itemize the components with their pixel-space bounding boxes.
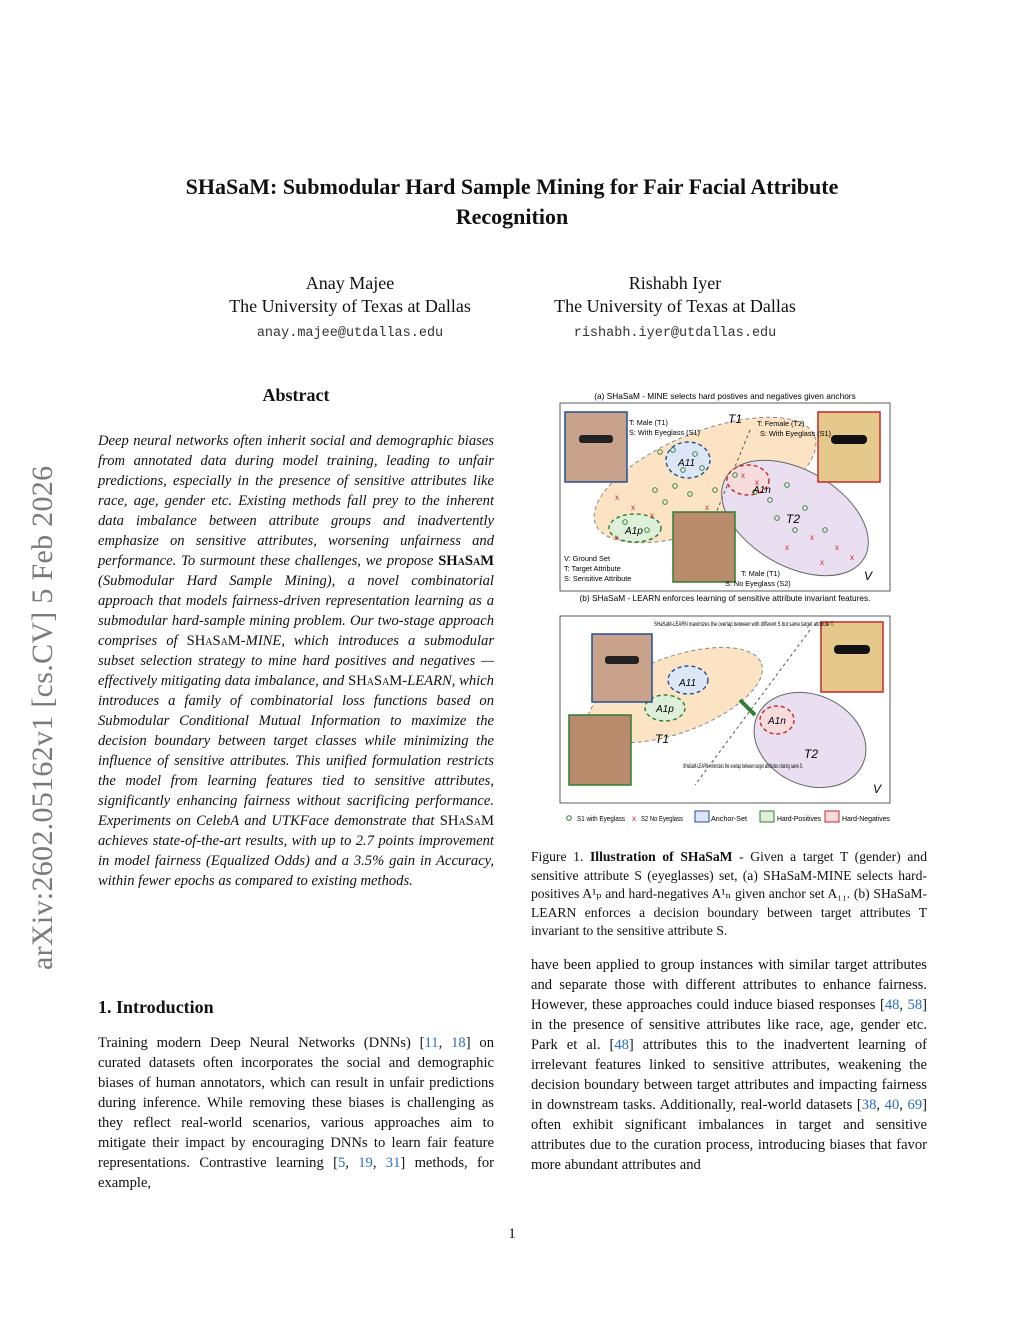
legend-anchor: Anchor-Set (711, 814, 747, 823)
svg-text:x: x (835, 543, 839, 552)
a-s-with2: S: With Eyeglass (S1) (760, 429, 831, 438)
author-name: Anay Majee (305, 273, 395, 293)
legend-s2: S2 No Eyeglass (641, 814, 684, 823)
svg-text:T1: T1 (655, 732, 670, 746)
citation-link[interactable]: 40 (884, 1097, 900, 1113)
figure-1 (555, 390, 895, 835)
paper-title-line2: Recognition (455, 204, 569, 229)
citation-link[interactable]: 38 (861, 1097, 877, 1113)
photo-male-eyeglass (565, 412, 627, 482)
panel-b-title: (b) SHaSaM - LEARN enforces learning of sensitive attribute invariant features. (579, 593, 871, 603)
figure-legend (567, 811, 891, 823)
label-t2: T2 (786, 512, 801, 526)
panel-a-title: (a) SHaSaM - MINE selects hard postives and negatives given anchors (594, 391, 856, 401)
a-t-male2: T: Male (T1) (741, 569, 780, 578)
svg-text:x: x (632, 814, 636, 823)
method-name: SHaSaM (438, 553, 494, 569)
photo-male-no-eyeglass (673, 512, 735, 582)
svg-text:x: x (810, 533, 814, 542)
a-t1-male: T: Male (T1) (629, 418, 668, 427)
author-email[interactable]: anay.majee@utdallas.edu (256, 326, 444, 341)
photo-female-eyeglass (818, 412, 880, 482)
label-v: V (864, 569, 873, 583)
label-ap1: A1p (625, 526, 643, 537)
a-t-female: T: Female (T2) (757, 419, 805, 428)
b-max-note: SHaSaM-LEARN maximizes the overlap between with different S but same target attribute T. (654, 621, 835, 628)
paper-title-line1: SHaSaM: Submodular Hard Sample Mining for Fair Facial Attribute (185, 174, 839, 199)
arxiv-stamp: arXiv:2602.05162v1 [cs.CV] 5 Feb 2026 (26, 465, 59, 970)
paper-title (100, 172, 924, 232)
svg-text:x: x (785, 543, 789, 552)
author-affiliation: The University of Texas at Dallas (229, 296, 471, 316)
right-column-text: have been applied to group instances with similar target attributes and separate those with different attributes to enhance fairness. However, these approaches could induce biased responses [48, 58] in the presence of sensitive attributes like race, age, gender etc. Park et al. [48] attributes this to the inadvertent learning of irrelevant features linked to sensitive attributes, weakening the decision boundary between target attributes and impacting fairness in downstream tasks. Additionally, real-world datasets [38, 40, 69] often exhibit significant imbalances in target and sensitive attributes due to the curation process, introducing biases that favor more abundant attributes and (531, 957, 928, 1173)
svg-text:x: x (755, 478, 759, 487)
legend-hardneg: Hard-Negatives (842, 814, 891, 823)
svg-text:T2: T2 (804, 747, 819, 761)
a-s-with: S: With Eyeglass (S1) (629, 428, 700, 437)
svg-text:x: x (741, 471, 745, 480)
abstract-heading: Abstract (262, 385, 330, 405)
svg-text:A1p: A1p (656, 704, 674, 715)
author-name: Rishabh Iyer (628, 273, 722, 293)
label-t1: T1 (728, 412, 743, 426)
citation-link[interactable]: 69 (907, 1097, 923, 1113)
svg-text:x: x (850, 553, 854, 562)
svg-text:x: x (631, 503, 635, 512)
a-legend-t: T: Target Attribute (564, 564, 621, 573)
legend-hardpos: Hard-Positives (777, 814, 822, 823)
page-number: 1 (508, 1226, 516, 1242)
author-affiliation: The University of Texas at Dallas (554, 296, 796, 316)
svg-text:x: x (615, 493, 619, 502)
author-block-1 (200, 272, 500, 345)
citation-link[interactable]: 58 (907, 997, 923, 1013)
legend-s1: S1 with Eyeglass (577, 814, 626, 823)
svg-text:x: x (705, 503, 709, 512)
b-min-note: SHaSaM-LEARN minimizes the overlap between target attributes sharing same S. (683, 763, 804, 770)
citation-link[interactable]: 18 (451, 1035, 466, 1051)
author-block-2 (525, 272, 825, 345)
citation-link[interactable]: 31 (385, 1155, 401, 1171)
intro-text: Training modern Deep Neural Networks (DNNs) [11, 18] on curated datasets often incorporates the social and demographic biases of human annotators, which can result in unfair predictions during inference. While removing these biases is challenging as they reflect real-world scenarios, various approaches aim to mitigate their impact by encouraging DNNs to learn fair feature representations. Contrastive learning [5, 19, 31] methods, for example, (98, 1035, 495, 1191)
a-legend-v: V: Ground Set (564, 554, 610, 563)
svg-text:x: x (650, 511, 654, 520)
svg-text:A1n: A1n (768, 716, 786, 727)
a-s-no: S: No Eyeglass (S2) (725, 579, 791, 588)
svg-text:V: V (873, 782, 882, 796)
label-a11: A11 (678, 458, 696, 469)
svg-text:A11: A11 (679, 678, 697, 689)
svg-text:x: x (820, 558, 824, 567)
a-legend-s: S: Sensitive Attribute (564, 574, 632, 583)
label-an1: A1n (753, 485, 771, 496)
intro-heading: 1. Introduction (98, 997, 214, 1017)
svg-text:x: x (615, 533, 619, 542)
citation-link[interactable]: 11 (424, 1035, 439, 1051)
citation-link[interactable]: 19 (358, 1155, 373, 1171)
citation-link[interactable]: 48 (614, 1037, 629, 1053)
abstract-text: Deep neural networks often inherit social and demographic biases from annotated data during model training, leading to unfair predictions, especially in the presence of sensitive attributes like race, age, gender etc. Existing methods fall prey to the inherent data imbalance between attribute groups and inadvertently emphasize on sensitive attributes, worsening unfairness and performance. To surmount these challenges, we propose SHaSaM (Submodular Hard Sample Mining), a novel combinatorial approach that models fairness-driven representation learning as a submodular hard-sample mining problem. Our two-stage approach comprises of SHaSaM-MINE, which introduces a submodular subset selection strategy to mine hard positives and negatives — effectively mitigating data imbalance, and SHaSaM-LEARN, which introduces a family of combinatorial loss functions based on Submodular Conditional Mutual Information to maximize the decision boundary between target classes while minimizing the influence of sensitive attributes. This unified formulation restricts the model from learning features tied to sensitive attributes, significantly enhancing fairness without sacrificing performance. Experiments on CelebA and UTKFace demonstrate that SHaSaM achieves state-of-the-art results, with up to 2.7 points improvement in model fairness (Equalized Odds) and a 3.5% gain in Accuracy, within fewer epochs as compared to existing methods. (98, 433, 495, 889)
figure-caption: Figure 1. Illustration of SHaSaM - Given a target T (gender) and sensitive attribute S (eyeglasses) set, (a) SHaSaM-MINE selects hard-positives A¹ₚ and hard-negatives A¹ₙ given anchor set A₁₁. (b) SHaSaM-LEARN enforces a decision boundary between target attributes T invariant to the sensitive attribute S. (531, 849, 927, 938)
citation-link[interactable]: 5 (337, 1155, 346, 1171)
citation-link[interactable]: 48 (884, 997, 900, 1013)
author-email[interactable]: rishabh.iyer@utdallas.edu (573, 326, 777, 341)
